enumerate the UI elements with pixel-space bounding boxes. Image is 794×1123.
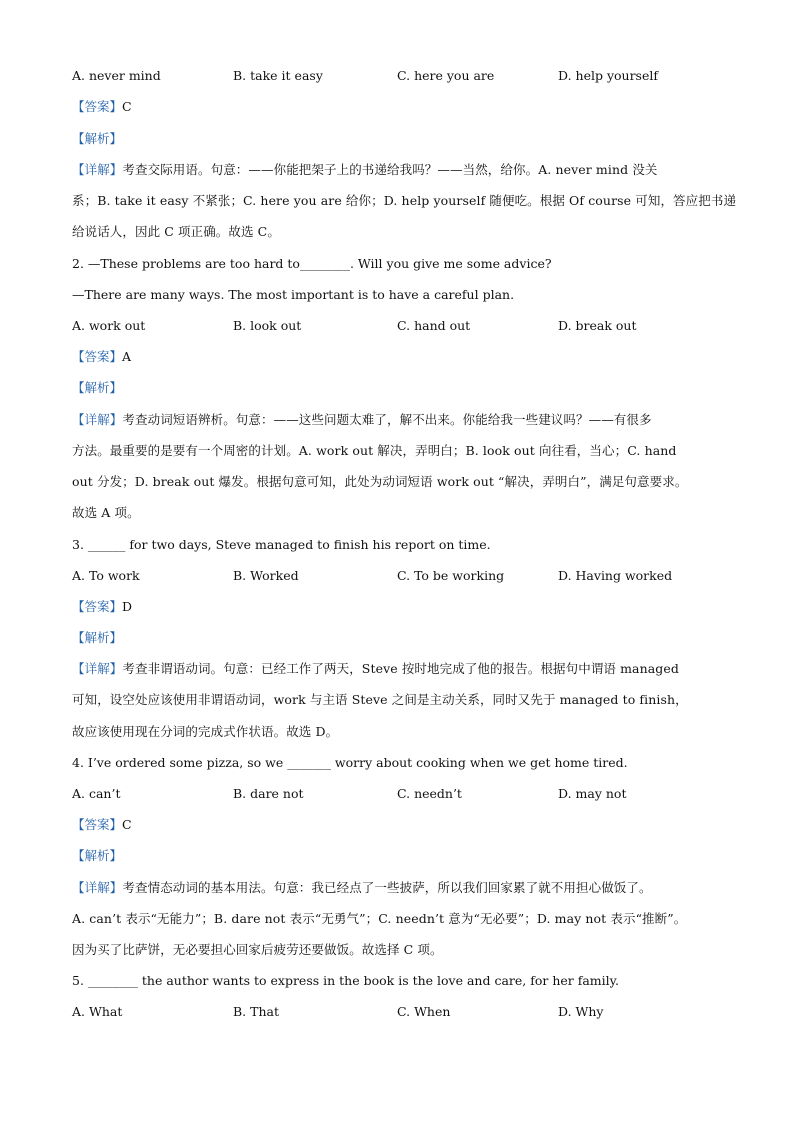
q1-answer-value: C [122, 99, 132, 114]
q2-options [72, 318, 732, 334]
q1-answer [72, 99, 132, 115]
q3-options [72, 568, 732, 584]
q5-options [72, 1004, 732, 1020]
q4-option-c: C. needn’t [397, 786, 462, 801]
q2-stem: 2. —These problems are too hard to________. Will you give me some advice? [72, 256, 552, 271]
q3-detail-line-3: 故应该使用现在分词的完成式作状语。故选 D。 [72, 724, 339, 739]
q2-detail-line-4: 故选 A 项。 [72, 505, 140, 520]
q2-detail-line-1 [72, 412, 652, 428]
q5-option-a: A. What [72, 1004, 123, 1019]
q2-detail-text-1: 考查动词短语辨析。句意：——这些问题太难了，解不出来。你能给我一些建议吗？——有很多 [122, 412, 652, 427]
q2-analysis-label [72, 380, 122, 396]
q4-detail-line-3: 因为买了比萨饼，无必要担心回家后疲劳还要做饭。故选择 C 项。 [72, 942, 443, 957]
q5-option-d: D. Why [558, 1004, 604, 1019]
q2-answer-value: A [122, 349, 132, 364]
q4-answer-value: C [122, 817, 132, 832]
answer-label: 【答案】 [72, 599, 123, 614]
q3-answer-value: D [122, 599, 133, 614]
q1-option-d: D. help yourself [558, 68, 658, 83]
q2-detail-line-2: 方法。最重要的是要有一个周密的计划。A. work out 解决，弄明白；B. look out 向往看，当心；C. hand [72, 443, 677, 458]
detail-label: 【详解】 [72, 412, 123, 427]
q4-analysis-label [72, 848, 122, 864]
q5-stem: 5. ________ the author wants to express in the book is the love and care, for her family. [72, 973, 620, 988]
analysis-label: 【解析】 [72, 630, 123, 645]
q5-option-c: C. When [397, 1004, 451, 1019]
q4-detail-line-2: A. can’t 表示“无能力”；B. dare not 表示“无勇气”；C. needn’t 意为“无必要”；D. may not 表示“推断”。 [72, 911, 687, 926]
answer-label: 【答案】 [72, 99, 123, 114]
q4-answer [72, 817, 132, 833]
q4-stem: 4. I’ve ordered some pizza, so we _______ worry about cooking when we get home tired. [72, 755, 628, 770]
analysis-label: 【解析】 [72, 848, 123, 863]
q1-analysis-label [72, 131, 122, 147]
q3-answer [72, 599, 132, 615]
q3-detail-line-2: 可知，设空处应该使用非谓语动词，work 与主语 Steve 之间是主动关系，同时又先于 managed to finish， [72, 692, 688, 707]
q4-option-b: B. dare not [233, 786, 304, 801]
q1-detail-line-3: 给说话人，因此 C 项正确。故选 C。 [72, 224, 280, 239]
q2-option-b: B. look out [233, 318, 302, 333]
q3-option-a: A. To work [72, 568, 140, 583]
q2-option-c: C. hand out [397, 318, 471, 333]
analysis-label: 【解析】 [72, 380, 123, 395]
q4-option-a: A. can’t [72, 786, 121, 801]
q1-detail-line-2: 系；B. take it easy 不紧张；C. here you are 给你；D. help yourself 随便吃。根据 Of course 可知，答应把书递 [72, 193, 737, 208]
q3-stem: 3. ______ for two days, Steve managed to finish his report on time. [72, 537, 491, 552]
q2-detail-line-3: out 分发；D. break out 爆发。根据句意可知，此处为动词短语 work out “解决，弄明白”，满足句意要求。 [72, 474, 688, 489]
analysis-label: 【解析】 [72, 131, 123, 146]
q2-reply: —There are many ways. The most important is to have a careful plan. [72, 287, 515, 302]
detail-label: 【详解】 [72, 880, 123, 895]
q2-option-a: A. work out [72, 318, 146, 333]
q4-options [72, 786, 732, 802]
q3-analysis-label [72, 630, 122, 646]
answer-label: 【答案】 [72, 349, 123, 364]
detail-label: 【详解】 [72, 162, 123, 177]
q1-option-b: B. take it easy [233, 68, 323, 83]
q4-detail-line-1 [72, 880, 652, 896]
q3-detail-line-1 [72, 661, 679, 677]
q2-option-d: D. break out [558, 318, 637, 333]
q2-answer [72, 349, 131, 365]
q3-option-b: B. Worked [233, 568, 299, 583]
q3-detail-text-1: 考查非谓语动词。句意：已经工作了两天，Steve 按时地完成了他的报告。根据句中谓语 managed [122, 661, 680, 676]
q3-option-d: D. Having worked [558, 568, 673, 583]
q1-options [72, 68, 732, 84]
q1-option-c: C. here you are [397, 68, 495, 83]
q5-option-b: B. That [233, 1004, 279, 1019]
q4-option-d: D. may not [558, 786, 627, 801]
q1-detail-text-1: 考查交际用语。句意：——你能把架子上的书递给我吗？——当然，给你。A. never mind 没关 [122, 162, 658, 177]
detail-label: 【详解】 [72, 661, 123, 676]
q4-detail-text-1: 考查情态动词的基本用法。句意：我已经点了一些披萨，所以我们回家累了就不用担心做饭了。 [122, 880, 652, 895]
q3-option-c: C. To be working [397, 568, 505, 583]
q1-detail-line-1 [72, 162, 658, 178]
q1-option-a: A. never mind [72, 68, 161, 83]
answer-label: 【答案】 [72, 817, 123, 832]
